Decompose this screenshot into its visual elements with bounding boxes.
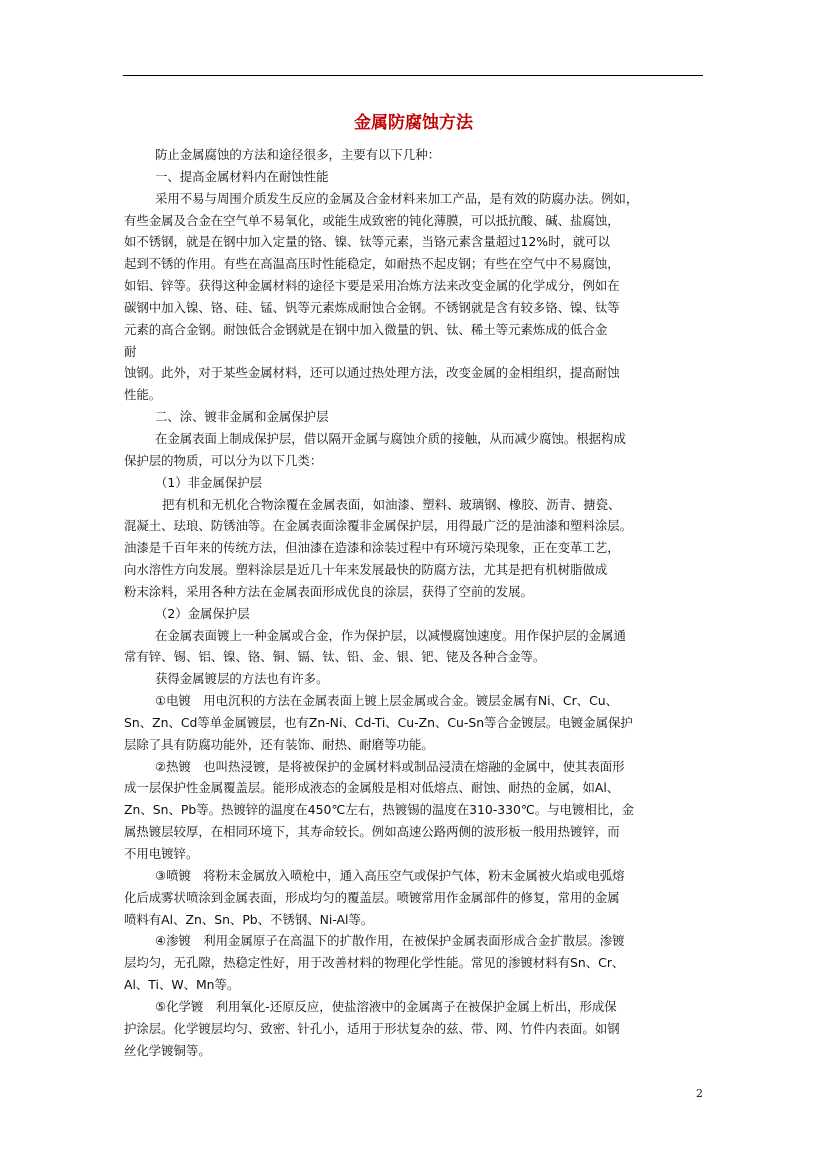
text-line: 元素的高合金钢。耐蚀低合金钢就是在钢中加入微量的钒、钛、稀土等元素炼成的低合金 bbox=[124, 321, 608, 337]
text-line: 如铝、锌等。获得这种金属材料的途径卞要是采用冶炼方法来改变金属的化学成分，例如在 bbox=[124, 278, 620, 294]
text-line: ④渗镀 利用金属原子在高温下的扩散作用，在被保护金属表面形成合金扩散层。渗镀 bbox=[155, 933, 625, 949]
text-line: 采用不易与周围介质发生反应的金属及合金材料来加工产品，是有效的防腐办法。例如， bbox=[155, 190, 639, 206]
document-body bbox=[124, 144, 714, 1061]
text-line: 一、提高金属材料内在耐蚀性能 bbox=[155, 168, 329, 184]
text-line: 蚀钢。此外，对于某些金属材料，还可以通过热处理方法，改变金属的金相组织，提高耐蚀 bbox=[124, 365, 620, 381]
text-line: 保护层的物质，可以分为以下几类： bbox=[124, 452, 323, 468]
text-line: 把有机和无机化合物涂覆在金属表面，如油漆、塑料、玻璃钢、橡胶、沥青、搪瓷、 bbox=[162, 496, 621, 512]
text-line: 二、涂、镀非金属和金属保护层 bbox=[155, 409, 329, 425]
text-line: 碳钢中加入镍、铬、硅、锰、钒等元素炼成耐蚀合金钢。不锈钢就是含有较多铬、镍、钛等 bbox=[124, 299, 620, 315]
text-line: 丝化学镀铜等。 bbox=[124, 1042, 211, 1058]
text-line: 如不锈钢，就是在钢中加入定量的铬、镍、钛等元素，当铬元素含量超过12%时，就可以 bbox=[124, 234, 610, 250]
text-line: ①电镀 用电沉积的方法在金属表面上镀上层金属或合金。镀层金属有Ni、Cr、Cu、 bbox=[155, 693, 618, 709]
text-line: ⑤化学镀 利用氧化-还原反应，使盐溶液中的金属离子在被保护金属上析出，形成保 bbox=[155, 998, 617, 1014]
text-line: （1）非金属保护层 bbox=[155, 474, 263, 490]
text-line: 在金属表面镀上一种金属或合金，作为保护层，以减慢腐蚀速度。用作保护层的金属通 bbox=[155, 627, 626, 643]
text-line: 获得金属镀层的方法也有许多。 bbox=[155, 671, 329, 687]
text-line: 在金属表面上制成保护层，借以隔开金属与腐蚀介质的接触，从而减少腐蚀。根据构成 bbox=[155, 430, 626, 446]
text-line: 油漆是千百年来的传统方法，但油漆在造漆和涂装过程中有环境污染现象，正在变革工艺， bbox=[124, 540, 620, 556]
text-line: 防止金属腐蚀的方法和途径很多，主要有以下几种： bbox=[155, 147, 440, 162]
text-line: 不用电镀锌。 bbox=[124, 846, 199, 861]
text-line: Sn、Zn、Cd等单金属镀层，也有Zn-Ni、Cd-Ti、Cu-Zn、Cu-Sn等合金镀层。电镀金属保护 bbox=[124, 714, 633, 730]
text-line: 有些金属及合金在空气单不易氧化，或能生成致密的钝化薄膜，可以抵抗酸、碱、盐腐蚀， bbox=[124, 212, 620, 228]
text-line: ②热镀 也叫热浸镀，是将被保护的金属材料或制品浸渍在熔融的金属中，使其表面形 bbox=[155, 758, 625, 774]
text-line: 化后成雾状喷涂到金属表面，形成均匀的覆盖层。喷镀常用作金属部件的修复，常用的金属 bbox=[124, 889, 620, 905]
text-line: 粉末涂料，采用各种方法在金属表面形成优良的涂层，获得了空前的发展。 bbox=[124, 583, 533, 599]
text-line: 层均匀，无孔隙，热稳定性好，用于改善材料的物理化学性能。常见的渗镀材料有Sn、Cr、 bbox=[124, 955, 625, 971]
text-line: ③喷镀 将粉末金属放入喷枪中，通入高压空气或保护气体，粉末金属被火焰或电弧熔 bbox=[155, 867, 625, 883]
text-line: 护涂层。化学镀层均匀、致密、针孔小，适用于形状复杂的兹、带、网、竹件内表面。如钢 bbox=[124, 1020, 620, 1036]
text-line: 混凝土、珐琅、防锈油等。在金属表面涂覆非金属保护层，用得最广泛的是油漆和塑料涂层。 bbox=[124, 518, 633, 534]
text-line: 层除了具有防腐功能外，还有装饰、耐热、耐磨等功能。 bbox=[124, 736, 434, 752]
text-line: （2）金属保护层 bbox=[155, 605, 250, 621]
text-line: 性能。 bbox=[124, 387, 162, 403]
text-line: 常有锌、锡、铝、镍、铬、铜、镉、钛、铅、金、银、钯、铑及各种合金等。 bbox=[124, 649, 546, 665]
document-title: 金属防腐蚀方法 bbox=[354, 113, 473, 133]
text-line: 成一层保护性金属覆盖层。能形成液态的金属般是相对低熔点、耐蚀、耐热的金属，如Al、 bbox=[124, 780, 620, 796]
text-line: 向水溶性方向发展。塑料涂层是近几十年来发展最快的防腐方法，尤其是把有机树脂做成 bbox=[124, 562, 608, 578]
header-rule bbox=[123, 75, 703, 76]
text-line: Al、Ti、W、Mn等。 bbox=[124, 977, 240, 993]
text-line: 耐 bbox=[124, 343, 137, 359]
page-number: 2 bbox=[696, 1087, 703, 1100]
text-line: 属热镀层较厚，在相同环境下，其寿命较长。例如高速公路两侧的波形板一般用热镀锌，而 bbox=[124, 824, 620, 840]
text-line: 喷料有Al、Zn、Sn、Pb、不锈钢、Ni-Al等。 bbox=[124, 911, 374, 927]
text-line: Zn、Sn、Pb等。热镀锌的温度在450℃左右，热镀锡的温度在310-330℃。与电镀相比，金 bbox=[124, 802, 634, 818]
text-line: 起到不锈的作用。有些在高温高压时性能稳定，如耐热不起皮钢；有些在空气中不易腐蚀， bbox=[124, 256, 620, 272]
